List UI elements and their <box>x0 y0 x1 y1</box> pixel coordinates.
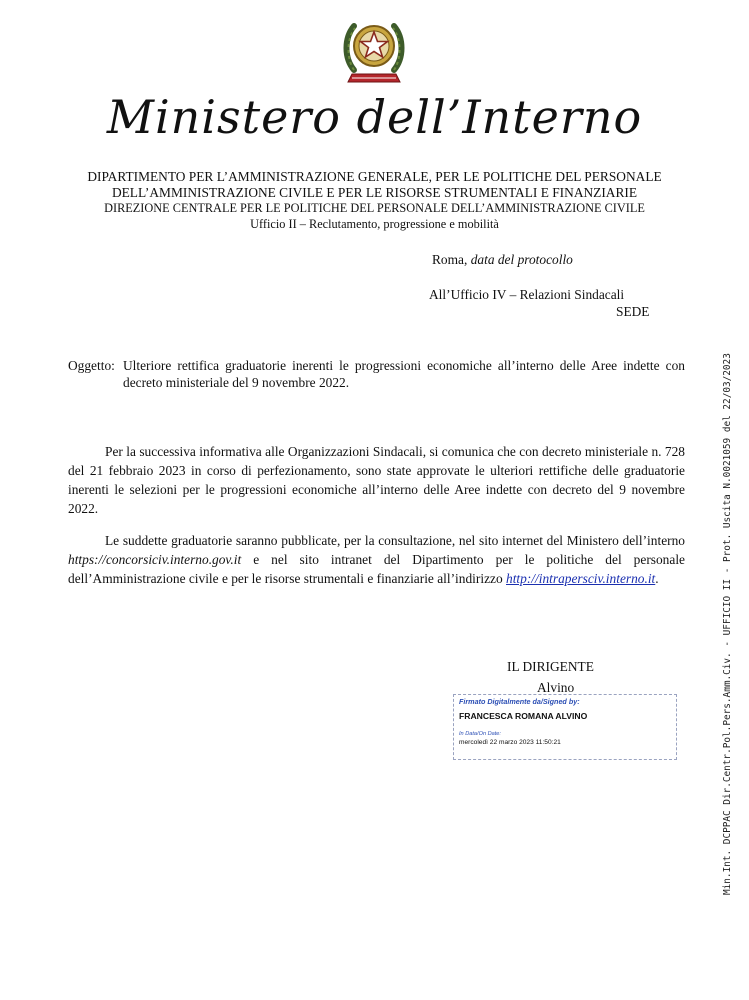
department-line-2: DELL’AMMINISTRAZIONE CIVILE E PER LE RISORSE STRUMENTALI E FINANZIARIE <box>111 185 638 200</box>
paragraph-2-text-2: e nel sito intranet del Dipartimento per le politiche del personale dell’Amministrazione civile e per le risorse strumentali e finanziarie all’indirizzo <box>68 552 685 586</box>
ministry-title: Ministero dell’Interno <box>106 90 643 144</box>
recipient: All’Ufficio IV – Relazioni Sindacali <box>429 287 625 302</box>
paragraph-2-end: . <box>655 571 659 586</box>
paragraph-1: Per la successiva informativa alle Organizzazioni Sindacali, si comunica che con decreto ministeriale n. 728 del 21 febbraio 2023 in corso di perfezionamento, sono state approvate le ulteriori rettifiche delle graduatorie inerenti le selezioni per le progressioni economiche all’interno delle Aree indette con decreto del 9 novembre 2022. <box>68 444 685 516</box>
paragraph-2 <box>68 531 685 588</box>
protocol-date: data del protocollo <box>470 252 573 267</box>
italian-republic-emblem-icon <box>342 10 406 86</box>
intranet-link[interactable]: http://intrapersciv.interno.it <box>506 571 656 586</box>
signature-signer: FRANCESCA ROMANA ALVINO <box>459 711 588 721</box>
internet-site-url: https://concorsiciv.interno.gov.it <box>68 552 242 567</box>
paragraph-2-text-1: Le suddette graduatorie saranno pubblicate, per la consultazione, nel sito internet del Ministero dell’interno <box>105 533 685 548</box>
signature-date-label: In Data/On Date: <box>459 731 501 737</box>
directorate-line: DIREZIONE CENTRALE PER LE POLITICHE DEL PERSONALE DELL’AMMINISTRAZIONE CIVILE <box>104 201 645 215</box>
signer-name: Alvino <box>537 680 575 695</box>
signature-label: Firmato Digitalmente da/Signed by: <box>459 697 580 706</box>
recipient-sub: SEDE <box>616 304 650 319</box>
subject-label: Oggetto: <box>68 358 115 373</box>
place: Roma, <box>432 252 468 267</box>
signer-title: IL DIRIGENTE <box>507 659 594 674</box>
place-date <box>432 252 573 268</box>
department-line-1: DIPARTIMENTO PER L’AMMINISTRAZIONE GENERALE, PER LE POLITICHE DEL PERSONALE <box>87 169 662 184</box>
subject-text: Ulteriore rettifica graduatorie inerenti le progressioni economiche all’interno delle Aree indette con decreto ministeriale del 9 novembre 2022. <box>123 358 685 390</box>
digital-signature-box <box>453 694 677 760</box>
subject-block <box>68 357 685 391</box>
office-line: Ufficio II – Reclutamento, progressione e mobilità <box>250 217 499 231</box>
protocol-stamp: Min.Int. DCPPAC Dir.Centr.Pol.Pers.Amm.Civ. - UFFICIO II - Prot. Uscita N.0021059 del 22/03/2023 <box>722 353 733 895</box>
signature-date: mercoledì 22 marzo 2023 11:50:21 <box>459 739 561 746</box>
